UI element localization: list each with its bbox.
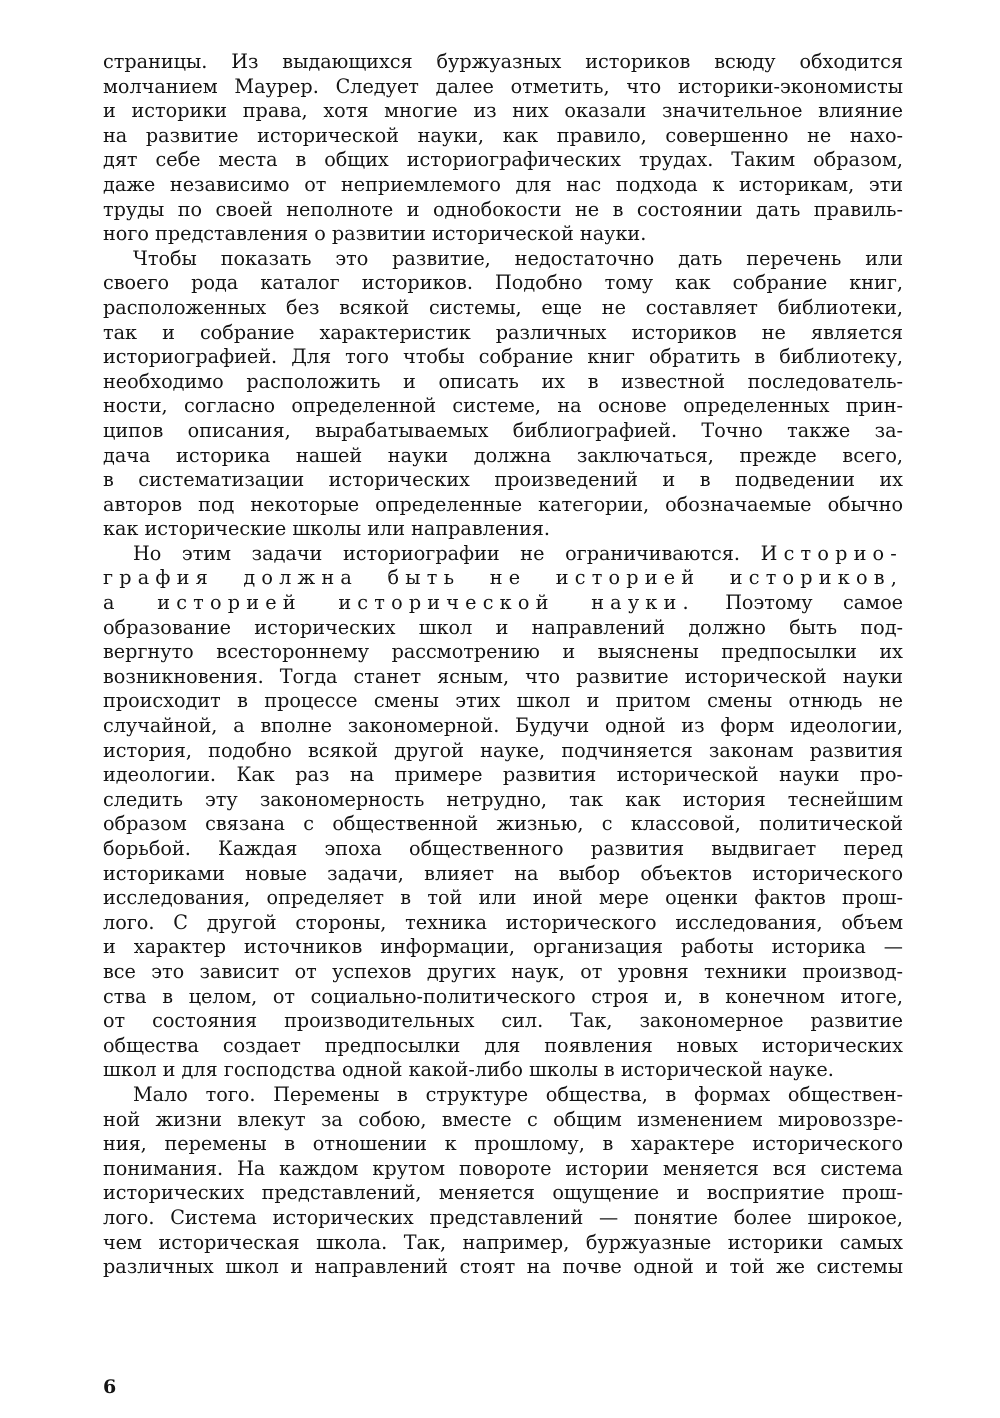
text-line: расположенных без всякой системы, еще не составляет библиотеки, — [103, 295, 903, 319]
text-line: происходит в процессе смены этих школ и притом смены отнюдь не — [103, 689, 903, 713]
text-line: исследования, определяет в той или иной мере оценки фактов прош- — [103, 886, 903, 910]
text-line: молчанием Маурер. Следует далее отметить, что историки-экономисты — [103, 74, 903, 98]
text-line: своего рода каталог историков. Подобно тому как собрание книг, — [103, 271, 903, 295]
text-line: ципов описания, вырабатываемых библиографией. Точно также за- — [103, 418, 903, 442]
text-line — [103, 542, 903, 567]
spaced-emphasis: Историо- — [760, 541, 903, 565]
text-line: ства в целом, от социально-политического строя и, в конечном итоге, — [103, 984, 903, 1008]
text-line: образом связана с общественной жизнью, с классовой, политической — [103, 812, 903, 836]
text-line: историографией. Для того чтобы собрание книг обратить в библиотеку, — [103, 345, 903, 369]
text-line: и историки права, хотя многие из них оказали значительное влияние — [103, 99, 903, 123]
text-line: дача историка нашей науки должна заключаться, прежде всего, — [103, 443, 903, 467]
text-line — [103, 566, 903, 591]
text-line: и характер источников информации, организация работы историка — — [103, 935, 903, 959]
text-line: следить эту закономерность нетрудно, так как история теснейшим — [103, 787, 903, 811]
page-body — [103, 50, 903, 1330]
text-line: Мало того. Перемены в структуре общества, в формах обществен- — [133, 1082, 903, 1106]
text-line: идеологии. Как раз на примере развития исторической науки про- — [103, 763, 903, 787]
text-line: различных школ и направлений стоят на почве одной и той же системы — [103, 1255, 903, 1279]
text-line: ния, перемены в отношении к прошлому, в характере исторического — [103, 1132, 903, 1156]
text-line: ности, согласно определенной системе, на основе определенных прин- — [103, 394, 903, 418]
text-line: дят себе места в общих историографических трудах. Таким образом, — [103, 148, 903, 172]
text-line: авторов под некоторые определенные категории, обозначаемые обычно — [103, 492, 903, 516]
text-line: труды по своей неполноте и однобокости не в состоянии дать правиль- — [103, 197, 903, 221]
text-line: история, подобно всякой другой науке, подчиняется законам развития — [103, 738, 903, 762]
text-line: историками новые задачи, влияет на выбор объектов исторического — [103, 861, 903, 885]
text-line: чем историческая школа. Так, например, буржуазные историки самых — [103, 1230, 903, 1254]
text-line: борьбой. Каждая эпоха общественного развития выдвигает перед — [103, 837, 903, 860]
text-run: Но этим задачи историографии не ограничиваются. — [133, 541, 740, 565]
text-line: в систематизации исторических произведений и в подведении их — [103, 468, 903, 492]
text-line: случайной, а вполне закономерной. Будучи одной из форм идеологии, — [103, 714, 903, 738]
text-line: возникновения. Тогда станет ясным, что развитие исторической науки — [103, 664, 903, 688]
text-line: необходимо расположить и описать их в известной последователь- — [103, 369, 903, 393]
paragraph-4 — [103, 1083, 903, 1280]
text-line: даже независимо от неприемлемого для нас подхода к историкам, эти — [103, 172, 903, 196]
paragraph-3 — [103, 542, 903, 1083]
text-line: образование исторических школ и направлений должно быть под- — [103, 615, 903, 639]
paragraph-1 — [103, 50, 903, 247]
text-line: все это зависит от успехов других наук, от уровня техники производ- — [103, 959, 903, 983]
text-line: вергнуто всестороннему рассмотрению и выяснены предпосылки их — [103, 640, 903, 664]
spaced-emphasis: графия должна быть не историей историков, — [103, 566, 903, 590]
text-line: Чтобы показать это развитие, недостаточно дать перечень или — [133, 246, 903, 270]
spaced-emphasis: а историей исторической науки. — [103, 591, 695, 615]
text-line: понимания. На каждом крутом повороте истории меняется вся система — [103, 1156, 903, 1180]
text-line — [103, 591, 903, 616]
text-line: как исторические школы или направления. — [103, 517, 550, 541]
text-line: ной жизни влекут за собою, вместе с общим изменением мировоззре- — [103, 1107, 903, 1131]
paragraph-2 — [103, 247, 903, 542]
text-line: исторических представлений, меняется ощущение и восприятие прош- — [103, 1181, 903, 1205]
text-run: Поэтому самое — [725, 591, 903, 615]
text-line: общества создает предпосылки для появления новых исторических — [103, 1033, 903, 1057]
text-line: лого. С другой стороны, техника исторического исследования, объем — [103, 910, 903, 934]
text-line: ного представления о развитии исторической науки. — [103, 222, 647, 246]
text-line: так и собрание характеристик различных историков не является — [103, 320, 903, 344]
text-line: лого. Система исторических представлений — понятие более широкое, — [103, 1205, 903, 1229]
text-line: школ и для господства одной какой-либо школы в исторической науке. — [103, 1058, 834, 1082]
page-number: 6 — [103, 1376, 117, 1398]
text-line: на развитие исторической науки, как правило, совершенно не нахо- — [103, 123, 903, 147]
text-line: от состояния производительных сил. Так, закономерное развитие — [103, 1009, 903, 1033]
text-line: страницы. Из выдающихся буржуазных историков всюду обходится — [103, 50, 903, 73]
